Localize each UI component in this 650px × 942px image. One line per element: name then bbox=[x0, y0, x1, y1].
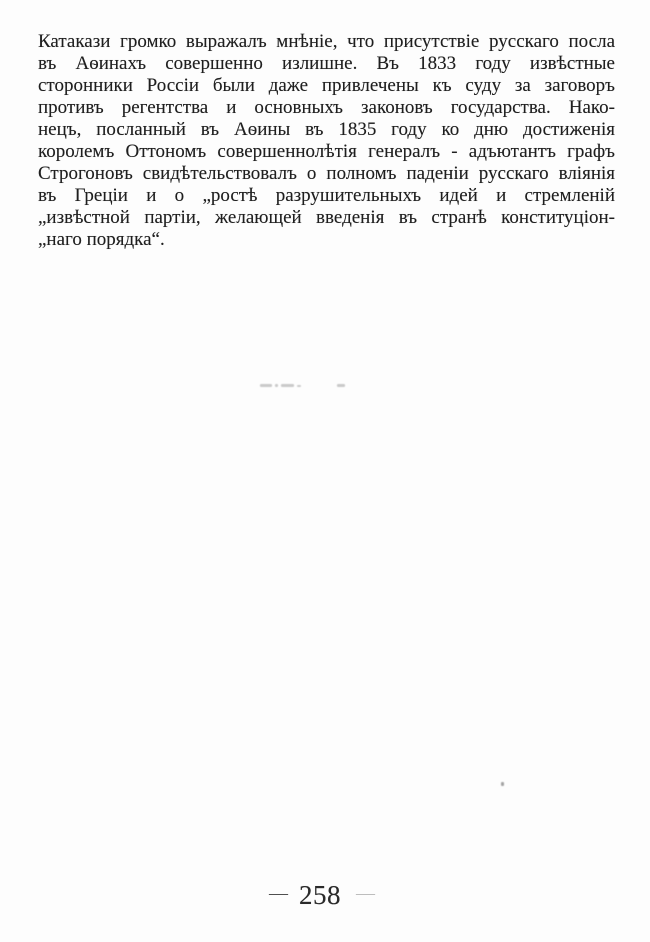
text-line: въ Аѳинахъ совершенно излишне. Въ 1833 году извѣстные bbox=[38, 53, 615, 74]
text-line: въ Греціи и о „ростѣ разрушительныхъ идей и стремленій bbox=[38, 185, 615, 206]
text-line: „извѣстной партіи, желающей введенія въ странѣ конституціон- bbox=[38, 207, 615, 228]
ink-speck bbox=[501, 782, 504, 786]
footer-dash-left: — bbox=[269, 883, 288, 904]
footer-dash-right: — bbox=[356, 883, 375, 904]
print-smudge bbox=[260, 384, 272, 387]
text-line: противъ регентства и основныхъ законовъ государства. Нако- bbox=[38, 97, 615, 118]
text-line: сторонники Россіи были даже привлечены къ суду за заговоръ bbox=[38, 75, 615, 96]
print-smudge bbox=[337, 384, 345, 387]
page-number: 258 bbox=[299, 880, 341, 910]
print-smudge bbox=[275, 384, 278, 387]
text-line: королемъ Оттономъ совершеннолѣтія генералъ - адъютантъ графъ bbox=[38, 141, 615, 162]
print-smudge bbox=[281, 384, 294, 387]
text-line: нецъ, посланный въ Аѳины въ 1835 году ко дню достиженія bbox=[38, 119, 615, 140]
text-line: „наго порядка“. bbox=[38, 229, 165, 250]
text-line: Строгоновъ свидѣтельствовалъ о полномъ паденіи русскаго вліянія bbox=[38, 163, 615, 184]
text-line: Катакази громко выражалъ мнѣніе, что присутствіе русскаго посла bbox=[38, 31, 615, 52]
body-text-paragraph bbox=[38, 31, 615, 251]
page-footer bbox=[0, 878, 650, 918]
print-smudge bbox=[297, 385, 301, 387]
